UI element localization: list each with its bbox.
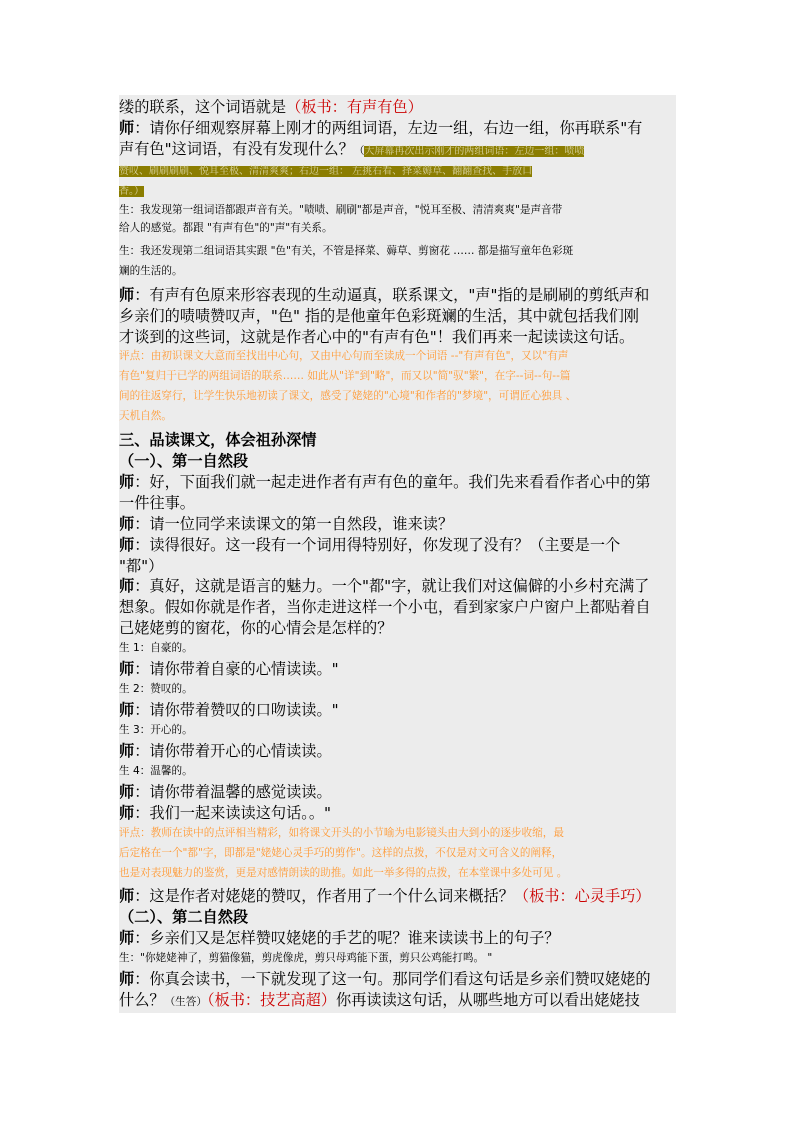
paragraph-line: 师：请你带着温馨的感觉读读。: [119, 783, 332, 801]
teacher-label: 师: [119, 783, 135, 801]
teacher-label: 师: [119, 660, 135, 678]
paragraph-line: 什么？（生答）（板书：技艺高超）你再读读这句话，从哪些地方可以看出姥姥技: [119, 991, 640, 1009]
paragraph-line: 师：请一位同学来读课文的第一自然段，谁来读？: [119, 515, 454, 533]
student-answer: 生：我还发现第二组词语其实跟 "色"有关，不管是择菜、薅草、剪窗花 …… 都是描写童年色彩斑: [119, 245, 574, 257]
commentary-line: 后定格在一个"都"字，即都是"姥姥心灵手巧的剪作"。这样的点拨，不仅是对文可含义的阐释，: [119, 847, 563, 859]
commentary-line: 有色"复归于已学的两组词语的联系…… 如此从"详"到"略"，而又以"简"驭"繁"，在字--词--句--篇: [119, 370, 571, 382]
highlighted-note-line: 香。）: [119, 186, 144, 197]
paragraph-line: 己姥姥剪的窗花，你的心情会是怎样的？: [119, 619, 393, 637]
blackboard-note: （板书：技艺高超）: [206, 991, 337, 1009]
commentary-line: 间的往返穿行，让学生快乐地初读了课文，感受了姥姥的"心境"和作者的"梦境"，可谓匠心独具 、: [119, 390, 577, 402]
student-answer: 斓的生活的。: [119, 265, 183, 277]
subsection-heading: （一）、第一自然段: [119, 452, 249, 470]
teacher-label: 师: [119, 804, 135, 822]
paragraph-line: 师：请你带着开心的心情读读。: [119, 742, 332, 760]
teacher-label: 师: [119, 701, 135, 719]
paragraph-line: 一件往事。: [119, 494, 195, 512]
commentary-line: 评点：由初识课文大意而至找出中心句，又由中心句而至读成一个词语 --"有声有色"，又以"有声: [119, 350, 569, 362]
document-page: [119, 95, 676, 1013]
paragraph-line: 师：请你仔细观察屏幕上刚才的两组词语，左边一组，右边一组，你再联系"有: [119, 119, 643, 137]
student-answer: 生 4：温馨的。: [119, 765, 193, 777]
student-answer: 生：我发现第一组词语都跟声音有关。"啧啧、刷刷"都是声音，"悦耳至极、清清爽爽"是声音带: [119, 204, 563, 216]
paragraph-line: "都"）: [119, 557, 164, 575]
paragraph-line: 才谈到的这些词，这就是作者心中的"有声有色"！我们再来一起读读这句话。: [119, 328, 635, 346]
student-answer: 生 3：开心的。: [119, 724, 193, 736]
blackboard-note: （板书：有声有色）: [286, 98, 423, 116]
commentary-line: 评点：教师在读中的点评相当精彩，如将课文开头的小节喻为电影镜头由大到小的逐步收缩，最: [119, 827, 564, 839]
paragraph-line: 师：我们一起来读读这句话。。": [119, 804, 332, 822]
teacher-label: 师: [119, 119, 135, 137]
teacher-label: 师: [119, 536, 135, 554]
teacher-label: 师: [119, 515, 135, 533]
subsection-heading: （二）、第二自然段: [119, 908, 249, 926]
paragraph-line: 缕的联系，这个词语就是（板书：有声有色）: [119, 98, 423, 116]
paragraph-line: 师：你真会读书，一下就发现了这一句。那同学们看这句话是乡亲们赞叹姥姥的: [119, 970, 651, 988]
paragraph-line: 师：好，下面我们就一起走进作者有声有色的童年。我们先来看看作者心中的第: [119, 473, 651, 491]
paragraph-line: 师：这是作者对姥姥的赞叹，作者用了一个什么词来概括？（板书：心灵手巧）: [119, 887, 651, 905]
teacher-label: 师: [119, 473, 135, 491]
paragraph-line: 声有色"这词语，有没有发现什么？（大屏幕再次出示刚才的两组词语：左边一组：啧啧: [119, 140, 585, 158]
student-answer: 生 2：赞叹的。: [119, 683, 193, 695]
student-answer: 给人的感觉。都跟 "有声有色"的"声"有关系。: [119, 222, 333, 234]
paragraph-line: 乡亲们的啧啧赞叹声，"色" 指的是他童年色彩斑斓的生活，其中就包括我们刚: [119, 307, 639, 325]
teacher-label: 师: [119, 286, 135, 304]
commentary-line: 也是对表现魅力的鉴赏，更是对感情朗读的助推。如此一举多得的点拨，在本堂课中多处可见 。: [119, 867, 568, 879]
highlighted-note: 大屏幕再次出示刚才的两组词语：左边一组：啧啧: [364, 146, 585, 157]
paragraph-line: 师：真好，这就是语言的魅力。一个"都"字，就让我们对这偏僻的小乡村充满了: [119, 577, 650, 595]
paragraph-line: 想象。假如你就是作者，当你走进这样一个小屯，看到家家户户窗户上都贴着自: [119, 598, 651, 616]
paragraph-line: 师：请你带着自豪的心情读读。": [119, 660, 339, 678]
teacher-label: 师: [119, 577, 135, 595]
teacher-label: 师: [119, 929, 135, 947]
student-answer: 生 1：自豪的。: [119, 642, 193, 654]
teacher-label: 师: [119, 742, 135, 760]
commentary-line: 天机自然。: [119, 410, 172, 422]
paragraph-line: 师：有声有色原来形容表现的生动逼真，联系课文，"声"指的是刷刷的剪纸声和: [119, 286, 650, 304]
teacher-label: 师: [119, 970, 135, 988]
paragraph-line: 师：读得很好。这一段有一个词用得特别好，你发现了没有？（主要是一个: [119, 536, 621, 554]
section-heading: 三、品读课文，体会祖孙深情: [119, 431, 317, 449]
blackboard-note: （板书：心灵手巧）: [513, 887, 651, 905]
paragraph-line: 师：请你带着赞叹的口吻读读。": [119, 701, 339, 719]
paragraph-line: 师：乡亲们又是怎样赞叹姥姥的手艺的呢？谁来读读书上的句子？: [119, 929, 560, 947]
teacher-label: 师: [119, 887, 135, 905]
student-answer: 生："你姥姥神了，剪猫像猫，剪虎像虎，剪只母鸡能下蛋，剪只公鸡能打鸣。 ": [119, 952, 493, 964]
highlighted-note-line: 赞叹、刷刷刷刷、悦耳至极、清清爽爽；右边一组： 左挑右看、择菜薅草、翻翻查找、手放口: [119, 166, 533, 177]
